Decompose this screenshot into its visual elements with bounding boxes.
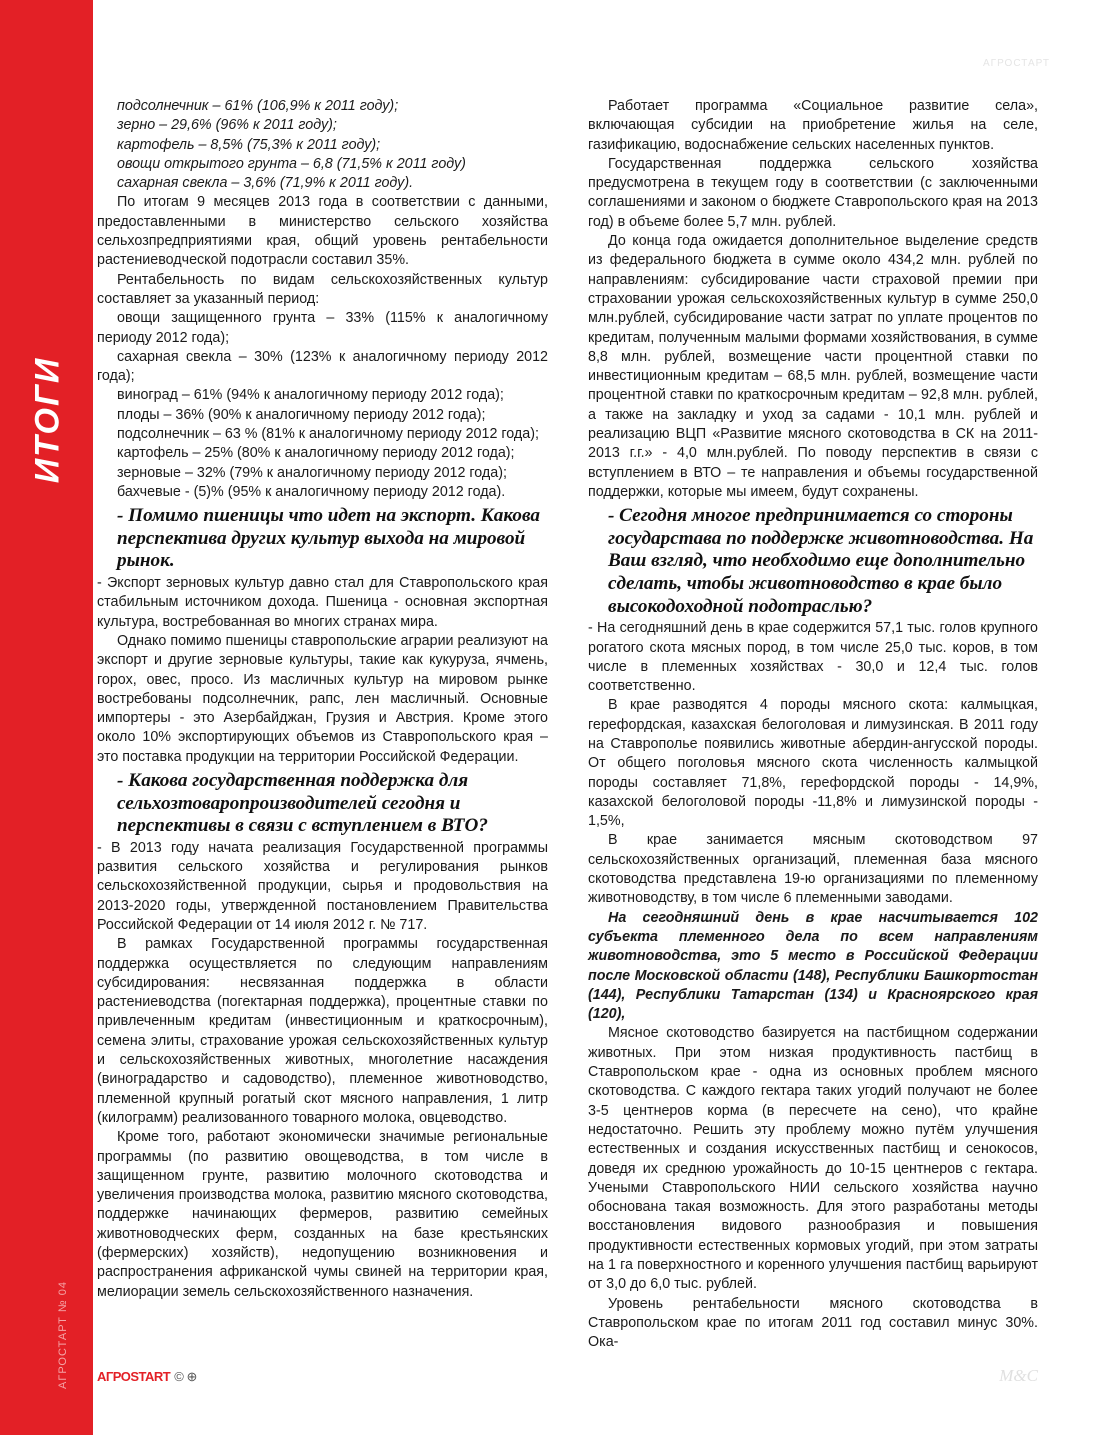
signature: М&С [999,1366,1038,1385]
right-column [588,97,1038,1352]
interview-question: - Помимо пшеницы что идет на экспорт. Какова перспектива других культур выхода на мировой рынок. [117,505,541,572]
paragraph: виноград – 61% (94% к аналогичному периоду 2012 года); [117,387,504,404]
paragraph: подсолнечник – 61% (106,9% к 2011 году); [117,98,399,114]
paragraph: В рамках Государственной программы государственная поддержка осуществляется по следующим направлениям субсидирования: несвязанная поддержка в области растениеводства (погектарная поддержка), процентные ставки по привлеченным кредитам (инвестиционным и краткосрочным), семена элиты, страхование урожая сельскохозяйственных культур и сельскохозяйственных животных, многолетние насаждения (виноградарство и садоводство), племенное животноводство, племенной крупный рогатый скот мясного направления, 1 литр (килограмм) реализованного товарного молока, овцеводство. [97,936,548,1126]
paragraph: сахарная свекла – 3,6% (71,9% к 2011 году). [117,175,414,192]
paragraph: - На сегодняшний день в крае содержится 57,1 тыс. голов крупного рогатого скота мясных пород, в том числе 25,0 тыс. коров, в том числе в племенных хозяйствах - 30,0 и 12,4 тыс. голов соответственно. [588,620,1038,695]
paragraph: подсолнечник – 63 % (81% к аналогичному периоду 2012 года); [117,426,539,443]
section-title: ИТОГИ [28,356,67,484]
left-column [97,97,548,1302]
paragraph: На сегодняшний день в крае насчитывается 102 субъекта племенного дела по всем направлениям животноводства, это 5 место в Российской Федерации после Московской области (148), Республики Башкортостан (144), Республики Татарстан (134) и Красноярского края (120), [588,909,1038,1023]
paragraph: овощи открытого грунта – 6,8 (71,5% к 2011 году) [117,155,466,172]
paragraph: - Экспорт зерновых культур давно стал для Ставропольского края стабильным источником дохода. Пшеница - основная экспортная культура, востребованная во многих странах мира. [97,575,548,630]
issue-label: АГРОСТАРТ № 04 [57,1281,69,1389]
section-sidebar [0,0,93,1435]
paragraph: Рентабельность по видам сельскохозяйственных культур составляет за указанный период: [97,271,548,307]
paragraph: В крае занимается мясным скотоводством 97 сельскохозяйственных организаций, племенная база мясного скотоводства представлена 19-ю организациями по племенному животноводству, в том числе 6 племенными заводами. [588,832,1038,907]
paragraph: зерно – 29,6% (96% к 2011 году); [117,117,337,134]
paragraph: В крае разводятся 4 породы мясного скота: калмыцкая, герефордская, казахская белоголовая и лимузинская. В 2011 году на Ставрополье появились животные абердин-ангусской породы. От общего поголовья мясного скота численность калмыцкой породы составляет 71,8%, герефордской породы - 14,9%, казахской белоголовой породы -11,8% и лимузинской породы - 1,5%, [588,697,1038,830]
paragraph: плоды – 36% (90% к аналогичному периоду 2012 года); [117,406,486,423]
paragraph: сахарная свекла – 30% (123% к аналогичному периоду 2012 года); [97,348,548,385]
paragraph: овощи защищенного грунта – 33% (115% к аналогичному периоду 2012 года); [97,310,548,346]
paragraph: - В 2013 году начата реализация Государственной программы развития сельского хозяйства и регулирования рынков сельскохозяйственной продукции, сырья и продовольствия на 2013-2020 годы, утвержденной постановлением Правительства Российской Федерации от 14 июля 2012 г. № 717. [97,839,548,933]
logo-agro: АГРО [97,1369,131,1384]
paragraph: картофель – 25% (80% к аналогичному периоду 2012 года); [117,445,515,462]
interview-question: - Какова государственная поддержка для сельхозтоваропроизводителей сегодня и перспективы в связи с вступлением в ВТО? [117,769,488,837]
logo-start: START [130,1369,171,1384]
paragraph: Уровень рентабельности мясного скотоводства в Ставропольском крае по итогам 2011 год составил минус 30%. Ока- [588,1295,1038,1351]
paragraph: Кроме того, работают экономически значимые региональные программы (по развитию овощеводства, в том числе в защищенном грунте, развитию молочного скотоводства и увеличения производства молока, развитию мясного скотоводства, поддержке начинающих фермеров, развитию семейных животноводческих ферм, созданных на базе крестьянских (фермерских) хозяйств), недопущению возникновения и распространения африканской чумы свиней на территории края, мелиорации земель сельскохозяйственного назначения. [97,1129,548,1300]
paragraph: Мясное скотоводство базируется на пастбищном содержании животных. При этом низкая продуктивность пастбищ в Ставропольском крае - одна из основных проблем мясного скотоводства. С каждого гектара таких угодий получают не более 3-5 центнеров корма (в пересчете на сено), что крайне недостаточно. Решить эту проблему можно путём улучшения естественных и создания искусственных пастбищ и сенокосов, доведя их среднюю урожайность до 10-15 центнеров с гектара. Учеными Ставропольского НИИ сельского хозяйства научно обоснована такая возможность. Для этого разработаны методы восстановления видового разнообразия и повышения продуктивности естественных кормовых угодий, при этом затраты на 1 га поверхностного и коренного улучшения пастбищ варьируют от 3,0 до 6,0 тыс. рублей. [588,1025,1038,1293]
paragraph: зерновые – 32% (79% к аналогичному периоду 2012 года); [117,464,507,481]
header-tag: АГРОСТАРТ [983,58,1050,69]
paragraph: До конца года ожидается дополнительное выделение средств из федерального бюджета в сумме около 434,2 млн. рублей по направлениям: субсидирование части страховой премии при страховании урожая сельскохозяйственных культур в сумме 250,0 млн.рублей, субсидирование части затрат по уплате процентов по кредитам, полученным малыми формами хозяйствования, в сумме 8,8 млн. рублей, возмещение части процентной ставки по инвестиционным кредитам – 68,5 млн. рублей, возмещение части процентной ставки по краткосрочным кредитам – 92,8 млн. рублей, а также на закладку и уход за садами - 10,1 млн. рублей и реализацию ВЦП «Развитие мясного скотоводства в СК на 2011-2013 г.г.» - 4,0 млн.рублей. По поводу перспектив в связи с вступлением в ВТО – те направления и объемы государственной поддержки, которые мы имеем, будут сохранены. [588,233,1038,500]
paragraph: Государственная поддержка сельского хозяйства предусмотрена в текущем году в соответствии (с заключенными соглашениями и законом о бюджете Ставропольского края на 2013 год) в объеме более 5,7 млн. рублей. [588,155,1038,230]
magazine-logo [97,1369,197,1385]
paragraph: Однако помимо пшеницы ставропольские аграрии реализуют на экспорт и другие зерновые культуры, такие как кукуруза, ячмень, горох, овес, просо. Из масличных культур на мировом рынке востребованы подсолнечник, рапс, лен масличный. Основные импортеры - это Азербайджан, Грузия и Австрия. Кроме этого около 10% экспортирующих объемов из Ставропольского края – это поставка продукции на территории Российской Федерации. [97,632,549,765]
paragraph: картофель – 8,5% (75,3% к 2011 году); [117,136,381,153]
interview-question: - Сегодня многое предпринимается со стороны государстава по поддержке животноводства. На Ваш взгляд, что необходимо еще дополнительно сделать, чтобы животноводство в крае было высокодоходной подотраслью? [608,505,1034,617]
paragraph: Работает программа «Социальное развитие села», включающая субсидии на приобретение жилья на селе, газификацию, водоснабжение сельских населенных пунктов. [588,98,1038,153]
paragraph: бахчевые - (5)% (95% к аналогичному периоду 2012 года). [117,483,506,500]
logo-mark: © ⊕ [174,1369,197,1384]
paragraph: По итогам 9 месяцев 2013 года в соответствии с данными, предоставленными в министерство сельского хозяйства сельхозпредприятиями края, общий уровень рентабельности растениеводческой подотрасли составил 35%. [97,194,548,269]
